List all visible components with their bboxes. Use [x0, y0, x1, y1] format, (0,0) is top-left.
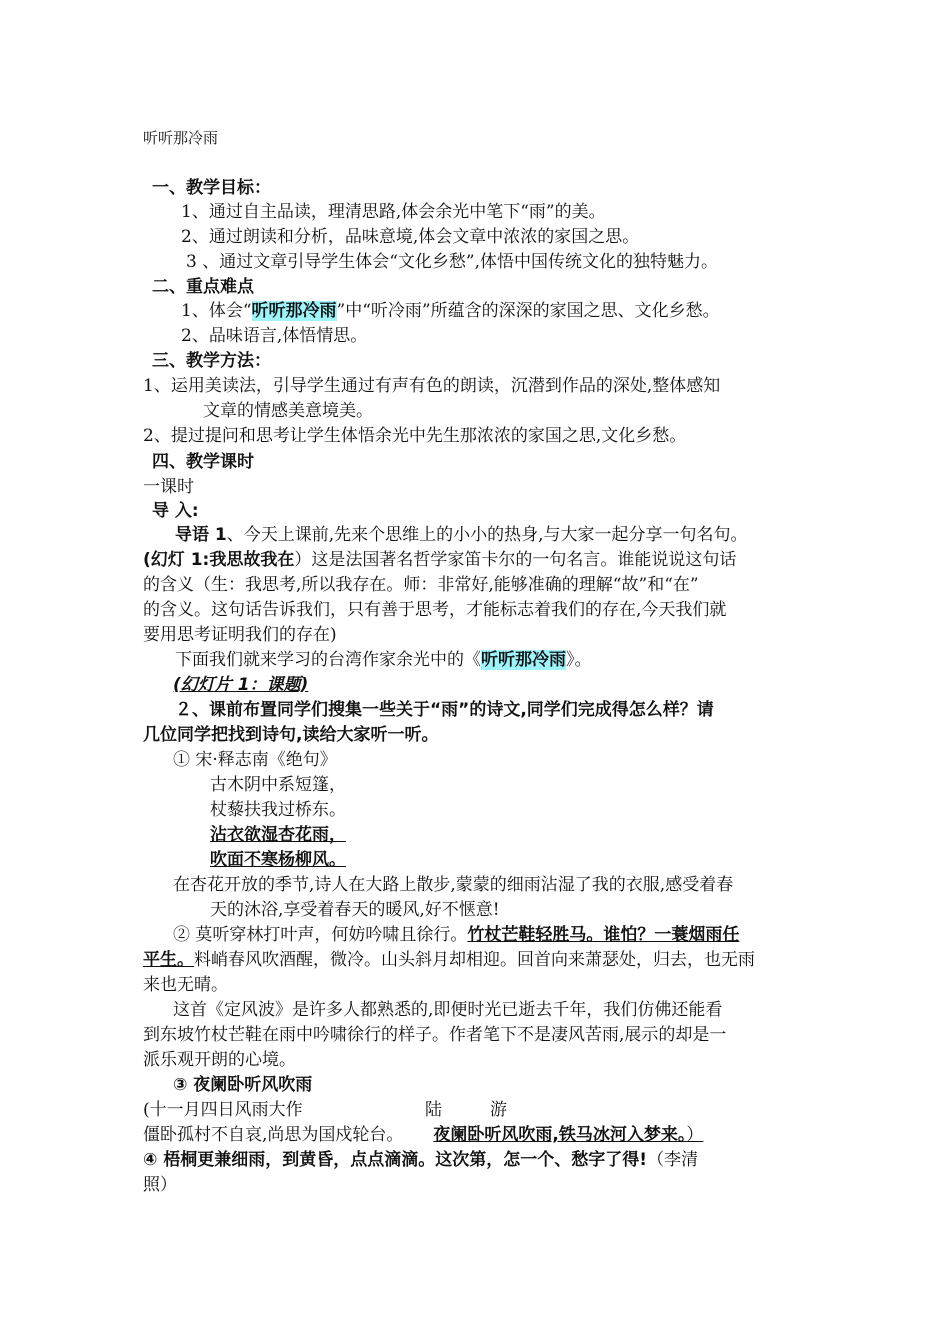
- poem-2-commentary: 派乐观开朗的心境。: [143, 1050, 296, 1070]
- highlighted-title: 听听那冷雨: [251, 301, 337, 321]
- poem-3-body: [143, 1124, 703, 1146]
- poem-2-text: 料峭春风吹酒醒，微冷。山头斜月却相迎。回首向来萧瑟处，归去，也无雨: [194, 950, 755, 970]
- intro-paragraph: [143, 549, 736, 571]
- poem-2-commentary: 这首《定风波》是许多人都熟悉的,即便时光已逝去千年，我们仿佛还能看: [173, 1000, 723, 1020]
- poem-1-line-emphasis: 吹面不寒杨柳风。: [210, 850, 346, 870]
- objective-item: 2、通过朗读和分析，品味意境,体会文章中浓浓的家国之思。: [181, 227, 640, 247]
- intro-text: 》。: [566, 650, 592, 670]
- intro-paragraph: [175, 524, 748, 546]
- poem-1-commentary: 在杏花开放的季节,诗人在大路上散步,蒙蒙的细雨沾湿了我的衣服,感受着春: [173, 875, 734, 895]
- objective-item: 1、通过自主品读，理清思路,体会余光中笔下“雨”的美。: [181, 202, 606, 222]
- poem-3-text: 僵卧孤村不自哀,尚思为国戍轮台。: [143, 1125, 404, 1145]
- poem-4-author: （李清: [647, 1150, 699, 1170]
- poem-1-line: 古木阴中系短篷，: [210, 775, 346, 795]
- question-2-continued: 几位同学把找到诗句,读给大家听一听。: [143, 725, 439, 745]
- poem-1-heading: ① 宋·释志南《绝句》: [173, 750, 337, 770]
- intro-paragraph: 的含义（生：我思考,所以我存在。师：非常好,能够准确的理解“故”和“在”: [143, 575, 699, 595]
- intro-paragraph: 的含义。这句话告诉我们，只有善于思考，才能标志着我们的存在,今天我们就: [143, 600, 727, 620]
- poem-3-text: ）: [686, 1125, 704, 1145]
- key-point-text: ”中“听冷雨”所蕴含的深深的家国之思、文化乡愁。: [336, 301, 720, 321]
- poem-2-line: 来也无晴。: [143, 975, 228, 995]
- poem-4-author-continued: 照）: [143, 1175, 177, 1195]
- method-item: 1、运用美读法，引导学生通过有声有色的朗读，沉潜到作品的深处,整体感知: [143, 376, 721, 396]
- poem-1-line-emphasis: 沾衣欲湿杏花雨，: [210, 825, 346, 845]
- method-item-continued: 文章的情感美意境美。: [203, 401, 373, 421]
- objective-item: 3 、通过文章引导学生体会“文化乡愁”,体悟中国传统文化的独特魅力。: [186, 252, 719, 272]
- poem-3-subtitle: (十一月四日风雨大作: [143, 1100, 303, 1120]
- poem-2-commentary: 到东坡竹杖芒鞋在雨中吟啸徐行的样子。作者笔下不是凄风苦雨,展示的却是一: [143, 1025, 727, 1045]
- poem-2-line: [173, 924, 739, 946]
- poem-3-heading: ③ 夜阑卧听风吹雨: [173, 1075, 313, 1095]
- poem-2-line: [143, 949, 755, 971]
- intro-paragraph: [175, 649, 592, 671]
- poem-3-author: 陆: [425, 1100, 442, 1120]
- section-heading-hours: 四、教学课时: [152, 452, 254, 472]
- key-point-item: 2、品味语言,体悟情思。: [181, 326, 368, 346]
- method-item: 2、提过提问和思考让学生体悟余光中先生那浓浓的家国之思,文化乡愁。: [143, 426, 687, 446]
- intro-lead-label: 导语 1: [175, 525, 227, 545]
- section-heading-methods: 三、教学方法：: [152, 351, 271, 371]
- highlighted-title: 听听那冷雨: [481, 650, 566, 670]
- document-title: 听听那冷雨: [143, 129, 219, 147]
- hours-value: 一课时: [143, 477, 194, 497]
- poem-2-text: ② 莫听穿林打叶声，何妨吟啸且徐行。: [173, 925, 468, 945]
- poem-1-line: 杖藜扶我过桥东。: [210, 800, 346, 820]
- section-heading-objectives: 一、教学目标：: [152, 178, 271, 198]
- intro-text: ）这是法国著名哲学家笛卡尔的一句名言。谁能说说这句话: [294, 550, 737, 570]
- poem-3-emphasis: 夜阑卧听风吹雨,铁马冰河入梦来。: [433, 1125, 687, 1145]
- slide-title-note: (幻灯片 1：课题): [173, 675, 309, 695]
- slide-reference: (幻灯 1:我思故我在: [143, 550, 295, 570]
- poem-2-emphasis: 平生。: [143, 950, 194, 970]
- intro-text: 、今天上课前,先来个思维上的小小的热身,与大家一起分享一句名句。: [226, 525, 748, 545]
- section-heading-key-points: 二、重点难点: [152, 277, 254, 297]
- intro-paragraph: 要用思考证明我们的存在): [143, 625, 337, 645]
- poem-4-emphasis: ④ 梧桐更兼细雨，到黄昏，点点滴滴。这次第，怎一个、愁字了得!: [143, 1150, 648, 1170]
- poem-2-emphasis: 竹杖芒鞋轻胜马。谁怕？一蓑烟雨任: [467, 925, 740, 945]
- key-point-item: [181, 300, 720, 322]
- poem-4-line: [143, 1149, 698, 1171]
- poem-1-commentary-continued: 天的沐浴,享受着春天的暖风,好不惬意!: [210, 900, 500, 920]
- intro-text: 下面我们就来学习的台湾作家余光中的《: [175, 650, 481, 670]
- poem-3-author: 游: [490, 1100, 507, 1120]
- key-point-text: 1、体会“: [181, 301, 252, 321]
- question-2: ２、课前布置同学们搜集一些关于“雨”的诗文,同学们完成得怎么样？请: [175, 700, 714, 720]
- intro-heading: 导 入:: [152, 501, 199, 521]
